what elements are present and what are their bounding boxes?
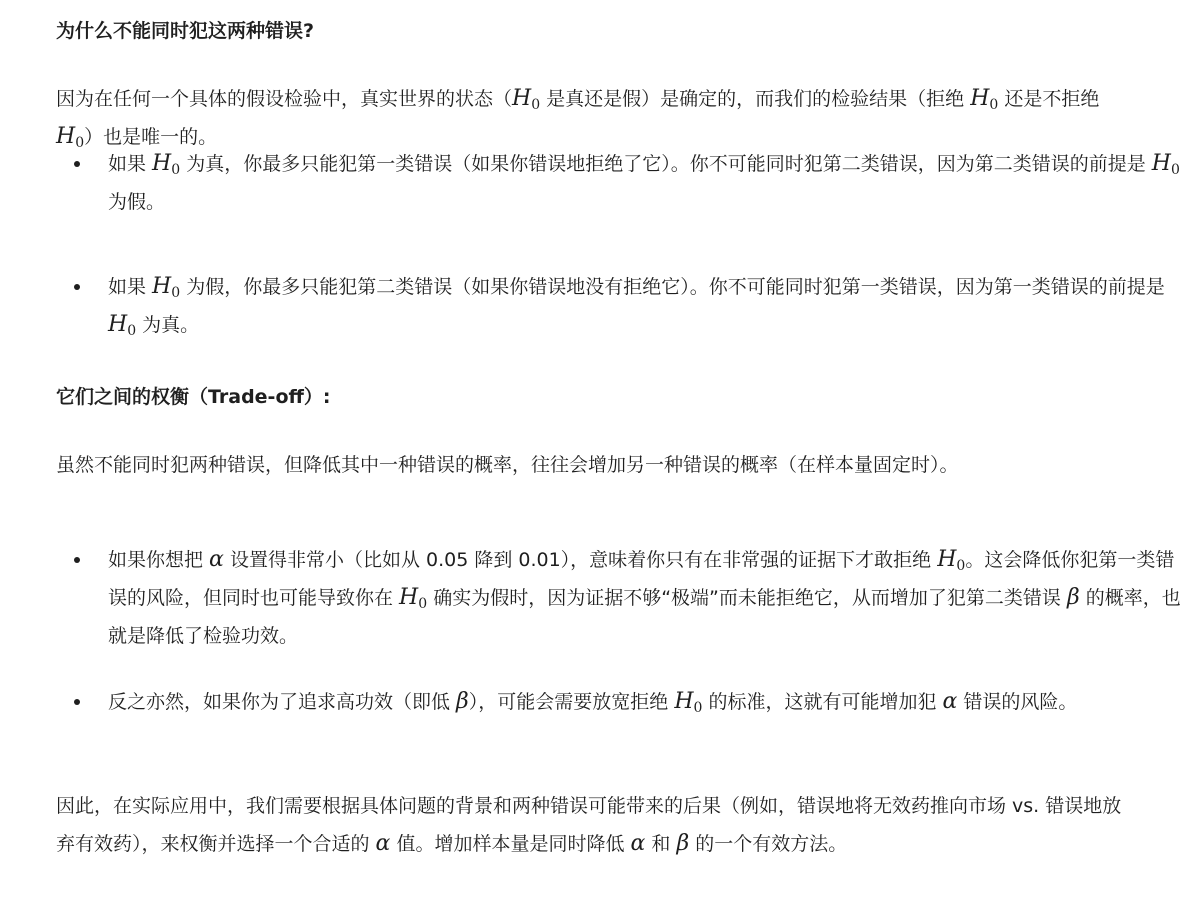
- math-symbol: H: [937, 547, 957, 572]
- text-run: 为假，你最多只能犯第二类错误（如果你错误地没有拒绝它）。你不可能同时犯第一类错误，因为第一类错误的前提是: [180, 276, 1165, 298]
- text-run: ）也是唯一的。: [84, 126, 218, 148]
- list-item: [56, 145, 1186, 221]
- paragraph-tradeoff: 虽然不能同时犯两种错误，但降低其中一种错误的概率，往往会增加另一种错误的概率（在样本量固定时）。: [56, 454, 959, 476]
- text-run: 为假。: [108, 191, 166, 213]
- math-subscript: 0: [1170, 162, 1180, 178]
- text-run: 如果: [108, 153, 153, 175]
- list-item: [56, 268, 1186, 344]
- math-alpha: α: [942, 689, 958, 714]
- math-subscript: 0: [75, 135, 85, 151]
- text-run: 的概率，也就是降低了检验功效。: [108, 587, 1181, 647]
- math-h0: [937, 547, 965, 572]
- text-run: 的一个有效方法。: [689, 833, 848, 855]
- text-run: 和: [645, 833, 677, 855]
- math-subscript: 0: [956, 558, 966, 574]
- text-run: 确实为假时，因为证据不够“极端”而未能拒绝它，从而增加了犯第二类错误: [427, 587, 1067, 609]
- text-run: 值。增加样本量是同时降低: [390, 833, 631, 855]
- math-h0: [399, 585, 427, 610]
- section-heading-why: 为什么不能同时犯这两种错误?: [56, 20, 315, 42]
- math-symbol: H: [1151, 151, 1171, 176]
- math-alpha: α: [209, 547, 224, 572]
- text-run: 是真还是假）是确定的，而我们的检验结果（拒绝: [540, 88, 971, 110]
- text-run: 的标准，这就有可能增加犯: [702, 691, 943, 713]
- math-subscript: 0: [127, 323, 137, 339]
- math-h0: [674, 689, 702, 714]
- text-run: 反之亦然，如果你为了追求高功效（即低: [108, 691, 457, 713]
- math-beta: β: [456, 689, 469, 714]
- math-h0: [152, 274, 180, 299]
- text-run: ），可能会需要放宽拒绝: [468, 691, 675, 713]
- text-run: 还是不拒绝: [998, 88, 1100, 110]
- math-h0: [152, 151, 180, 176]
- math-symbol: H: [674, 689, 694, 714]
- text-run: 设置得非常小（比如从 0.05 降到 0.01），意味着你只有在非常强的证据下才敢拒绝: [223, 549, 938, 571]
- paragraph-conclusion: [56, 787, 1136, 863]
- math-alpha: α: [630, 831, 646, 856]
- math-beta: β: [676, 831, 690, 856]
- text-run: 。这会降低你犯第一类错误的风险，但同时也可能导致你在: [108, 549, 1175, 609]
- math-symbol: H: [512, 86, 532, 111]
- text-run: 如果: [108, 276, 153, 298]
- list-item: [56, 541, 1186, 655]
- math-subscript: 0: [693, 700, 703, 716]
- math-subscript: 0: [531, 97, 541, 113]
- math-subscript: 0: [418, 596, 428, 612]
- math-subscript: 0: [989, 97, 999, 113]
- math-symbol: H: [399, 585, 419, 610]
- text-run: 如果你想把: [108, 549, 210, 571]
- math-symbol: H: [56, 124, 76, 149]
- math-h0: [108, 312, 136, 337]
- section-heading-tradeoff: 它们之间的权衡（Trade-off）:: [56, 386, 331, 408]
- text-run: 为真，你最多只能犯第一类错误（如果你错误地拒绝了它）。你不可能同时犯第二类错误，因为第二类错误的前提是: [180, 153, 1152, 175]
- math-alpha: α: [375, 831, 391, 856]
- text-run: 因此，在实际应用中，我们需要根据具体问题的背景和两种错误可能带来的后果（例如，错误地将无效药推向市场 vs. 错误地放弃有效药），来权衡并选择一个合适的: [56, 795, 1122, 855]
- math-h0: [512, 86, 540, 111]
- math-h0: [1152, 151, 1180, 176]
- text-run: 为真。: [136, 314, 200, 336]
- math-beta: β: [1066, 585, 1080, 610]
- math-symbol: H: [970, 86, 990, 111]
- math-h0: [970, 86, 998, 111]
- text-run: 错误的风险。: [957, 691, 1078, 713]
- math-symbol: H: [152, 151, 172, 176]
- math-subscript: 0: [171, 162, 181, 178]
- math-subscript: 0: [171, 285, 181, 301]
- math-symbol: H: [152, 274, 172, 299]
- list-item: [56, 683, 1186, 721]
- math-symbol: H: [108, 312, 128, 337]
- text-run: 因为在任何一个具体的假设检验中，真实世界的状态（: [56, 88, 513, 110]
